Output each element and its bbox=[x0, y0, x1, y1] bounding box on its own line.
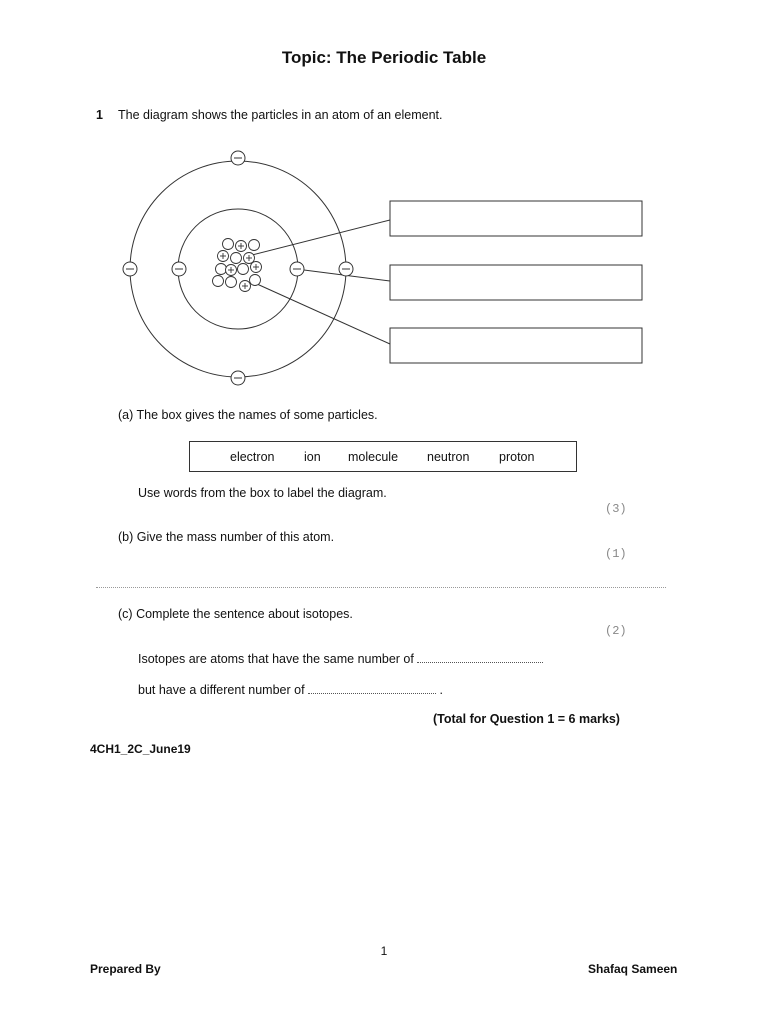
part-a-label: (a) bbox=[118, 408, 134, 422]
isotope-sentence-line-2 bbox=[138, 683, 443, 697]
proton bbox=[236, 241, 247, 252]
part-c-marks: (2) bbox=[605, 624, 627, 638]
neutron bbox=[250, 275, 261, 286]
part-b-marks: (1) bbox=[605, 547, 627, 561]
part-b-label: (b) bbox=[118, 530, 134, 544]
paper-code: 4CH1_2C_June19 bbox=[90, 742, 191, 756]
electron-outer-right bbox=[339, 262, 353, 276]
label-box-3 bbox=[390, 328, 642, 363]
nucleus bbox=[213, 239, 262, 292]
electron-outer-left bbox=[123, 262, 137, 276]
neutron bbox=[238, 264, 249, 275]
isotope-line-2-text: but have a different number of bbox=[138, 683, 305, 697]
part-c-text: Complete the sentence about isotopes. bbox=[136, 607, 353, 621]
footer-author: Shafaq Sameen bbox=[588, 962, 678, 976]
isotope-line-1-text: Isotopes are atoms that have the same number of bbox=[138, 652, 414, 666]
word-electron: electron bbox=[230, 450, 275, 464]
proton bbox=[226, 265, 237, 276]
word-neutron: neutron bbox=[427, 450, 470, 464]
part-b-text: Give the mass number of this atom. bbox=[136, 530, 335, 544]
proton bbox=[251, 262, 262, 273]
part-c-label: (c) bbox=[118, 607, 133, 621]
label-line-1 bbox=[252, 220, 390, 255]
word-box bbox=[189, 441, 577, 472]
neutron bbox=[216, 264, 227, 275]
page-title: Topic: The Periodic Table bbox=[281, 48, 487, 67]
answer-line[interactable] bbox=[96, 587, 666, 588]
question-stem: The diagram shows the particles in an atom of an element. bbox=[118, 108, 443, 122]
blank-different-number[interactable] bbox=[308, 684, 436, 694]
part-a-marks: (3) bbox=[605, 502, 627, 516]
electron-inner-right bbox=[290, 262, 304, 276]
part-a-text: The box gives the names of some particles. bbox=[136, 408, 378, 422]
footer-prepared-by: Prepared By bbox=[90, 962, 161, 976]
atom-diagram bbox=[110, 148, 650, 393]
neutron bbox=[226, 277, 237, 288]
part-a-instruction: Use words from the box to label the diagram. bbox=[138, 486, 387, 500]
neutron bbox=[231, 253, 242, 264]
electron-inner-left bbox=[172, 262, 186, 276]
total-marks: (Total for Question 1 = 6 marks) bbox=[433, 712, 620, 726]
word-ion: ion bbox=[304, 450, 321, 464]
part-c bbox=[118, 607, 353, 621]
isotope-sentence-line-1 bbox=[138, 652, 543, 666]
word-proton: proton bbox=[499, 450, 535, 464]
proton bbox=[240, 281, 251, 292]
label-box-2 bbox=[390, 265, 642, 300]
page-number: 1 bbox=[380, 944, 388, 958]
neutron bbox=[223, 239, 234, 250]
neutron bbox=[249, 240, 260, 251]
blank-same-number[interactable] bbox=[417, 653, 543, 663]
proton bbox=[244, 253, 255, 264]
electron-top bbox=[231, 151, 245, 165]
neutron bbox=[213, 276, 224, 287]
part-b bbox=[118, 530, 334, 544]
part-a bbox=[118, 408, 378, 422]
question-number: 1 bbox=[96, 108, 103, 122]
word-molecule: molecule bbox=[348, 450, 399, 464]
isotope-line-2-end: . bbox=[439, 683, 443, 697]
proton bbox=[218, 251, 229, 262]
label-box-1 bbox=[390, 201, 642, 236]
electron-bottom bbox=[231, 371, 245, 385]
